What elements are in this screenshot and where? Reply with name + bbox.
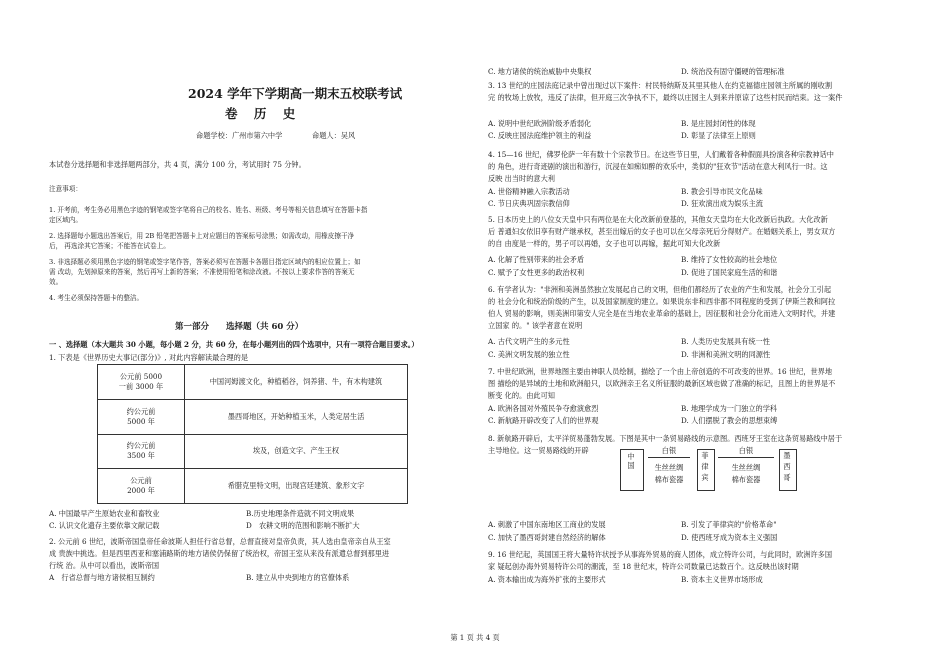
q1-option-d: D 农耕文明的范围和影响不断扩大 [246, 521, 360, 530]
history-events-table [97, 364, 408, 504]
trade-arrow-left [648, 457, 690, 458]
exam-subject: 卷 历 史 [225, 106, 302, 121]
setter-school: 命题学校：广州市第六中学 [196, 131, 283, 140]
table-cell-era: 约公元前 5000 年 [98, 399, 185, 434]
q4-stem: 反映 出当时的意大利 [488, 174, 555, 183]
table-row [98, 469, 408, 504]
table-cell-event: 埃及，创造文字、产生王权 [185, 434, 408, 469]
q2-option-c: C. 地方诸侯的统治威胁中央集权 [488, 67, 592, 76]
notes-heading: 注意事项： [49, 185, 82, 193]
trade-arrow-right [718, 457, 774, 458]
mexico-label: 墨西哥 [783, 451, 791, 482]
q8-stem: 8. 新航路开辟后，太平洋贸易蓬勃发展。下图是其中一条贸易路线的示意图。西班牙王室在这条贸易路线中居于 [488, 434, 843, 443]
q4-option-b: B. 教会引导市民文化品味 [681, 187, 763, 196]
q8-option-b: B. 引发了菲律宾的"价格革命" [681, 520, 777, 529]
q1-option-a: A. 中国最早产生原始农业和畜牧业 [49, 509, 160, 518]
q3-stem: 完 的牧场上放牧，违反了法律，但开庭三次争执不下，最终以庄园主人到来并原谅了这些村民而结束。这一案件 [488, 93, 843, 102]
question-author: 命题人：吴风 [312, 131, 356, 140]
cotton-label-left: 棉布瓷器 [654, 475, 684, 484]
table-row [98, 365, 408, 400]
q6-option-b: B. 人类历史发展具有统一性 [681, 337, 770, 346]
table-cell-event: 墨西哥地区，开始种植玉米，人类定居生活 [185, 399, 408, 434]
q5-stem: 5. 日本历史上的八位女天皇中只有两位是在大化改新前登基的，其他女天皇均在大化改新后执政。大化改新 [488, 215, 828, 224]
q4-option-d: D. 狂欢演出成为娱乐主流 [681, 199, 763, 208]
q6-stem: 立国家 的。" 该学者意在说明 [488, 321, 583, 330]
q2-option-b: B. 建立从中央到地方的官僚体系 [246, 573, 350, 582]
note-line: 定区域内。 [49, 216, 82, 224]
q5-option-a: A. 化解了性别带来的社会矛盾 [488, 255, 585, 264]
q7-option-c: C. 新航路开辟改变了人们的世界观 [488, 416, 599, 425]
silk-label-left: 生丝丝绸 [654, 463, 684, 472]
q5-option-d: D. 促进了国民家庭生活的和谐 [681, 268, 778, 277]
q9-option-b: B. 资本主义世界市场形成 [681, 575, 763, 584]
q3-option-b: B. 是庄园封闭性的体现 [681, 119, 756, 128]
part1-title: 第一部分 选择题（共 60 分） [175, 322, 304, 332]
q4-option-c: C. 节日庆典巩固宗教信仰 [488, 199, 570, 208]
q2-stem: 行统 治。从中可以看出，波斯帝国 [49, 561, 160, 570]
q6-stem: 伯人 贸易的影响，则美洲印第安人完全是在当地农业革命的基础上，因征服和社会分化而进入文明时代，并建 [488, 309, 836, 318]
q4-option-a: A. 世俗精神融入宗教活动 [488, 187, 570, 196]
q3-option-c: C. 反映庄园法庭维护领主的利益 [488, 131, 592, 140]
q2-stem: 2. 公元前 6 世纪，波斯帝国皇帝任命波斯人担任行省总督，总督直接对皇帝负责，其人选由皇帝亲自从王室 [49, 537, 391, 546]
note-line: 1. 开考前，考生务必用黑色字迹的钢笔或签字笔将自己的校名、姓名、班级、考号等相关信息填写在答题卡指 [49, 206, 368, 214]
q6-stem: 6. 有学者认为："非洲和美洲虽然独立发展起自己的文明，但他们都经历了农业的产生和发展，社会分工引起 [488, 285, 832, 294]
q8-stem: 主导地位。这一贸易路线的开辟 [488, 446, 589, 455]
note-line: 效。 [49, 278, 63, 286]
china-label: 中 国 [627, 452, 642, 470]
q2-option-a: A 行省总督与地方诸侯相互制约 [49, 573, 155, 582]
q9-stem: 9. 16 世纪起，英国国王将大量特许状授予从事海外贸易的商人团体，成立特许公司，与此同时，欧洲许多国 [488, 550, 833, 559]
note-line: 需 改动，先划掉原来的答案，然后再写上新的答案；不准使用铅笔和涂改液。不按以上要求作答的答案无 [49, 268, 355, 276]
table-cell-era: 约公元前 3500 年 [98, 434, 185, 469]
note-line: 后， 再选涂其它答案；不能答在试卷上。 [49, 242, 170, 250]
silver-label-right: 白银 [738, 446, 754, 455]
table-cell-era: 公元前 5000 一前 3000 年 [98, 365, 185, 400]
intro-text: 本试卷分选择题和非选择题两部分，共 4 页，满分 100 分，考试用时 75 分钟。 [49, 160, 306, 169]
philippines-label: 菲律宾 [701, 451, 709, 482]
q7-stem: 7. 中世纪欧洲，世界地图主要由神职人员绘制，描绘了一个由上帝创造的不可改变的世界。16 世纪，世界地 [488, 367, 833, 376]
q8-option-d: D. 使西班牙成为资本主义强国 [681, 533, 778, 542]
q8-option-a: A. 刺激了中国东南地区工商业的发展 [488, 520, 606, 529]
q7-stem: 图 描绘的是异域的土地和欧洲船只，以欧洲亲王名义所征服的最新区域也做了准确的标记，且图上的世界是不 [488, 379, 836, 388]
note-line: 2. 选择题每小题选出答案后，用 2B 铅笔把答题卡上对应题目的答案标号涂黑；如需改动，用橡皮擦干净 [49, 232, 355, 240]
q3-option-a: A. 说明中世纪欧洲阶级矛盾弱化 [488, 119, 592, 128]
q8-option-c: C. 加快了墨西哥封建自然经济的解体 [488, 533, 606, 542]
q5-option-c: C. 赋予了女性更多的政治权利 [488, 268, 585, 277]
q4-stem: 4. 15—16 世纪，佛罗伦萨一年有数十个宗教节日。在这些节日里，人们戴着各种假面具扮演各种宗教神话中 [488, 150, 834, 159]
page-footer: 第 1 页 共 4 页 [450, 633, 500, 642]
table-cell-event: 中国河姆渡文化，种植稻谷，饲养猪、牛，有木构建筑 [185, 365, 408, 400]
cotton-label-right: 棉布瓷器 [731, 475, 761, 484]
q7-option-d: D. 人们摆脱了教会的思想束缚 [681, 416, 778, 425]
q7-option-b: B. 地理学成为一门独立的学科 [681, 404, 778, 413]
q4-stem: 的 角色，进行奇迹剧的演出和游行，沉浸在如痴如醉的欢乐中，类似的"狂欢节"活动在意大利风行一时。这 [488, 162, 828, 171]
q6-option-c: C. 美洲文明发展的独立性 [488, 350, 570, 359]
q9-stem: 家 疑起创办海外贸易特许公司的潮流，至 18 世纪末，特许公司数量已达数百个。这反映出该时期 [488, 562, 799, 571]
part1-instruction: 一 、选择题（本大题共 30 小题，每小题 2 分，共 60 分，在每小题列出的四个选项中，只有一项符合题目要求。） [49, 340, 419, 349]
q3-option-d: D. 彰显了法律至上原则 [681, 131, 756, 140]
table-cell-event: 希腊克里特文明，出现宫廷建筑、象形文字 [185, 469, 408, 504]
q1-stem: 1. 下表是《世界历史大事记(部分)》, 对此内容解读最合理的是 [49, 353, 249, 362]
q7-stem: 断变 化的。由此可知 [488, 391, 555, 400]
q7-option-a: A. 欧洲各国对外殖民争夺愈演愈烈 [488, 404, 599, 413]
q5-option-b: B. 维持了女性较高的社会地位 [681, 255, 778, 264]
q3-stem: 3. 13 世纪的庄园法庭记录中曾出现过以下案件：村民特纳斯及其里其他人在约克福德庄园领主所属的刚收割 [488, 81, 833, 90]
table-cell-era: 公元前 2000 年 [98, 469, 185, 504]
q1-option-b: B.历史地理条件造就不同文明成果 [246, 509, 355, 518]
silver-label-left: 白银 [661, 446, 677, 455]
q6-option-a: A. 古代文明产生的多元性 [488, 337, 570, 346]
note-line: 4. 考生必须保持答题卡的整洁。 [49, 294, 144, 302]
note-line: 3. 非选择题必须用黑色字迹的钢笔或签字笔作答，答案必须写在答题卡各题目指定区域内的相应位置上；如 [49, 258, 361, 266]
exam-title: 2024 学年下学期高一期末五校联考试 [188, 86, 403, 101]
q5-stem: 的自 由度是一样的，男子可以再婚，女子也可以再嫁，据此可知大化改新 [488, 239, 721, 248]
q5-stem: 后 普通妇女依旧享有财产继承权，甚至出嫁后的女子也可以在父母亲死后分得财产。在婚姻关系上，男女双方 [488, 227, 836, 236]
table-row [98, 434, 408, 469]
q1-option-c: C. 认识文化遗存主要依靠文献记载 [49, 521, 160, 530]
q9-option-a: A. 资本输出成为海外扩张的主要形式 [488, 575, 606, 584]
q2-stem: 成 贵族中挑选。但是西里西亚和塞浦路斯的地方诸侯仍保留了统治权，帝国王室从来没有派遣总督到那里进 [49, 549, 390, 558]
table-row [98, 399, 408, 434]
silk-label-right: 生丝丝绸 [731, 463, 761, 472]
q2-option-d: D. 统治没有固守僵硬的管理标准 [681, 67, 785, 76]
q6-stem: 的 社会分化和统治阶级的产生，以及国家制度的建立。如果说东非和西非都不同程度的受到了伊斯兰教和阿拉 [488, 297, 836, 306]
q6-option-d: D. 非洲和美洲文明的同源性 [681, 350, 771, 359]
